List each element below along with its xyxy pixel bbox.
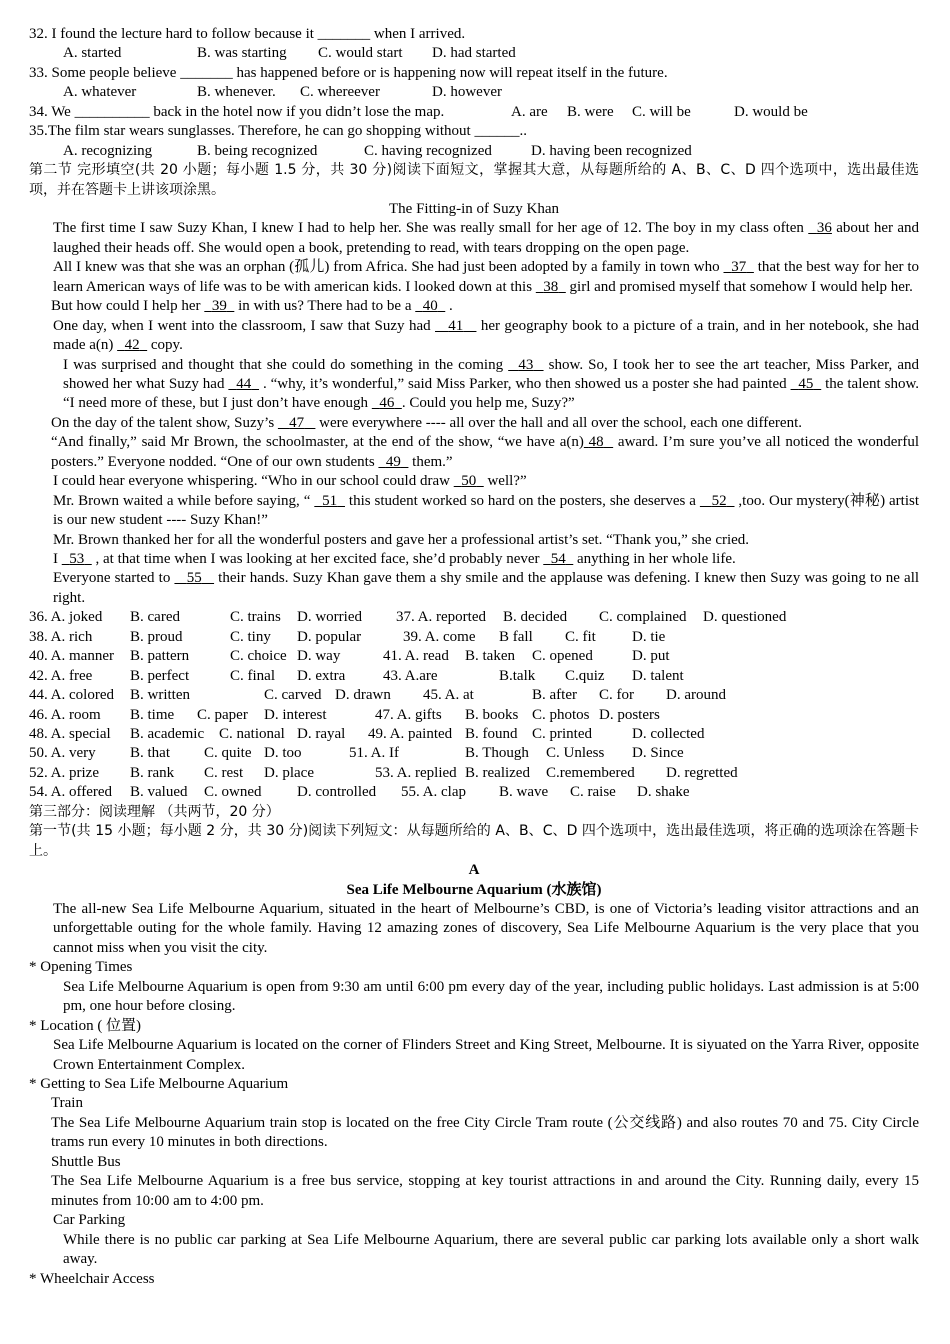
option: B. time <box>130 706 175 723</box>
blank-55: 55 <box>186 570 202 587</box>
option: B. Though <box>465 745 529 762</box>
cloze-paragraph-9: Mr. Brown waited a while before saying, “ 51 this student worked so hard on the posters, she deserves a 52 ,too. Our mystery(神秘) artist is our new student ---- Suzy Khan!” <box>53 492 919 529</box>
options-row <box>29 744 919 763</box>
option: D. tie <box>632 628 666 645</box>
blank-49: 49 <box>385 453 401 470</box>
option: D. rayal <box>297 726 346 743</box>
option: C. owned <box>204 784 262 801</box>
shuttle-bus-heading: Shuttle Bus <box>51 1153 121 1170</box>
option: 41. A. read <box>383 648 449 665</box>
blank-51: 51 <box>322 492 338 509</box>
question-34-stem: 34. We __________ back in the hotel now if you didn’t lose the map. <box>29 103 445 120</box>
options-row <box>29 667 919 686</box>
option: D. around <box>666 687 726 704</box>
blank-44: 44 <box>236 376 252 393</box>
passage-intro: The all-new Sea Life Melbourne Aquarium, situated in the heart of Melbourne’s CBD, is one of Victoria’s leading visitor attractions and an unforgettable outing for the whole family. Having 12 amazing zones of discovery, Sea Life Melbourne Aquarium is the very place that you cannot miss when you visit the city. <box>53 900 919 956</box>
opening-times-heading: * Opening Times <box>29 959 133 976</box>
blank-53: 53 <box>69 551 85 568</box>
options-row <box>29 783 919 802</box>
option: B. found <box>465 726 518 743</box>
option: B. proud <box>130 628 183 645</box>
option: D. popular <box>297 628 362 645</box>
car-parking-heading: Car Parking <box>53 1212 126 1229</box>
cloze-paragraph-1: The first time I saw Suzy Khan, I knew I had to help her. She was really small for her age of 12. The boy in my class often 36 about her and laughed their heads off. She would open a book, pretending to read, with tears dropping on the open page. <box>53 220 920 256</box>
option: A. started <box>63 45 122 62</box>
option: B. were <box>567 103 614 120</box>
option: D. interest <box>264 706 327 723</box>
option: B. pattern <box>130 648 190 665</box>
option: D. had started <box>432 45 516 62</box>
option: 48. A. special <box>29 726 111 743</box>
options-row <box>29 628 919 647</box>
options-row <box>29 608 919 627</box>
option: C. whereever <box>300 84 380 101</box>
blank-42: 42 <box>124 337 140 354</box>
option: 40. A. manner <box>29 648 114 665</box>
option: B. valued <box>130 784 188 801</box>
option: C. fit <box>565 628 596 645</box>
option: C. complained <box>599 609 687 626</box>
blank-48: 48 <box>588 434 604 451</box>
cloze-paragraph-8: I could hear everyone whispering. “Who in our school could draw 50 well?” <box>53 473 527 490</box>
cloze-paragraph-2: All I knew was that she was an orphan (孤儿) from Africa. She had just been adopted by a family in town who 37 that the best way for her to learn American ways of life was to be with american kids. I looked down at this 38 girl and promised myself that somehow I would help her. <box>53 259 920 295</box>
option: D. controlled <box>297 784 377 801</box>
opening-times-text: Sea Life Melbourne Aquarium is open from 9:30 am until 6:00 pm every day of the year, including public holidays. Last admission is at 5:00 pm, one hour before closing. <box>63 978 919 1015</box>
option: D. collected <box>632 726 705 743</box>
question-33-stem: 33. Some people believe _______ has happened before or is happening now will repeat itself in the future. <box>29 64 668 81</box>
option: B. decided <box>503 609 568 626</box>
option: C. carved <box>264 687 322 704</box>
option: C. will be <box>632 103 691 120</box>
cloze-paragraph-4: One day, when I went into the classroom, I saw that Suzy had 41 her geography book to a picture of a train, and in her notebook, she had made a(n) 42 copy. <box>53 317 920 354</box>
section2-instruction: 第二节 完形填空(共 20 小题；每小题 1.5 分，共 30 分)阅读下面短文，掌握其大意，从每题所给的 A、B、C、D 四个选项中，选出最佳选项，并在答题卡上讲该项涂黑。 <box>29 162 919 198</box>
option: 43. A.are <box>383 667 438 684</box>
option: D. Since <box>632 745 684 762</box>
option: A. recognizing <box>63 142 153 159</box>
cloze-paragraph-5: I was surprised and thought that she could do something in the coming 43 show. So, I took her to see the art teacher, Miss Parker, and showed her what Suzy had 44 . “why, it’s wonderful,” said Miss Parker, who then showed us a poster she had painted 45 the talent show. “I need more of these, but I just don’t have enough 46 . Could you help me, Suzy?” <box>63 356 920 412</box>
option: 52. A. prize <box>29 764 99 781</box>
option: B fall <box>499 628 533 645</box>
option: B. that <box>130 745 170 762</box>
option: C. having recognized <box>364 142 492 159</box>
option: C. would start <box>318 45 403 62</box>
option: C.remembered <box>546 764 635 781</box>
passage-label: A <box>468 862 480 879</box>
option: B. being recognized <box>197 142 318 159</box>
option: C. quite <box>204 745 252 762</box>
option: B. rank <box>130 764 175 781</box>
location-heading: * Location ( 位置) <box>29 1017 142 1034</box>
cloze-title: The Fitting-in of Suzy Khan <box>389 200 559 217</box>
option: B. after <box>532 687 577 704</box>
question-35-options <box>29 142 919 161</box>
option: C. trains <box>230 609 281 626</box>
option: C. tiny <box>230 628 271 645</box>
question-33-options <box>29 83 919 102</box>
getting-there-heading: * Getting to Sea Life Melbourne Aquarium <box>29 1076 289 1093</box>
part3-instruction: 第一节(共 15 小题；每小题 2 分，共 30 分)阅读下列短文：从每题所给的 A、B、C、D 四个选项中，选出最佳选项，将正确的选项涂在答题卡上。 <box>29 823 919 859</box>
cloze-options-table <box>29 608 919 802</box>
blank-47: 47 <box>289 414 305 431</box>
blank-37: 37 <box>731 259 747 276</box>
option: D. way <box>297 648 341 665</box>
blank-46: 46 <box>379 395 395 412</box>
options-row <box>29 725 919 744</box>
option: D. shake <box>637 784 690 801</box>
option: D. posters <box>599 706 660 723</box>
option: 55. A. clap <box>401 784 466 801</box>
option: 51. A. If <box>349 745 399 762</box>
question-34 <box>29 103 919 122</box>
option: D. worried <box>297 609 362 626</box>
option: C. opened <box>532 648 593 665</box>
option: C.quiz <box>565 667 605 684</box>
blank-43: 43 <box>518 356 534 373</box>
train-text: The Sea Life Melbourne Aquarium train stop is located on the free City Circle Tram route (公交线路) and also routes 70 and 75. City Circle trams run every 10 minutes in both directions. <box>51 1114 919 1151</box>
option: C. photos <box>532 706 590 723</box>
option: B. cared <box>130 609 180 626</box>
cloze-paragraph-7: “And finally,” said Mr Brown, the schoolmaster, at the end of the show, “we have a(n) 48 award. I’m sure you’ve all noticed the wonderful posters.” Everyone nodded. “One of our own students 49 them.” <box>51 434 920 470</box>
location-text: Sea Life Melbourne Aquarium is located on the corner of Flinders Street and King Street, Melbourne. It is siyuated on the Yarra River, opposite Crown Entertainment Complex. <box>53 1037 919 1073</box>
option: C. rest <box>204 764 244 781</box>
option: D. having been recognized <box>531 142 692 159</box>
option: D. drawn <box>335 687 391 704</box>
option: C. choice <box>230 648 287 665</box>
option: D. extra <box>297 667 346 684</box>
option: B. books <box>465 706 519 723</box>
option: B. whenever. <box>197 84 276 101</box>
options-row <box>29 686 919 705</box>
blank-41: 41 <box>448 317 464 334</box>
option: B. written <box>130 687 190 704</box>
question-32-stem: 32. I found the lecture hard to follow because it _______ when I arrived. <box>29 26 466 42</box>
option: A. whatever <box>63 84 137 101</box>
option: D. would be <box>734 103 808 120</box>
cloze-paragraph-12: Everyone started to 55 their hands. Suzy Khan gave them a shy smile and the applause was defening. I knew then Suzy was going to ne all right. <box>53 570 920 606</box>
option: 39. A. come <box>403 628 476 645</box>
option: B. wave <box>499 784 549 801</box>
option: B. realized <box>465 764 530 781</box>
option: C. Unless <box>546 745 605 762</box>
option: 49. A. painted <box>368 726 453 743</box>
cloze-paragraph-3: But how could I help her 39 in with us? There had to be a 40 . <box>51 298 453 315</box>
cloze-paragraph-6: On the day of the talent show, Suzy’s 47 were everywhere ---- all over the hall and all over the school, each one different. <box>51 414 802 431</box>
option: 42. A. free <box>29 667 93 684</box>
option: 53. A. replied <box>375 764 457 781</box>
blank-50: 50 <box>461 473 477 490</box>
option: 50. A. very <box>29 745 96 762</box>
option: C. final <box>230 667 275 684</box>
part3-heading: 第三部分：阅读理解 （共两节，20 分） <box>29 803 280 820</box>
blank-45: 45 <box>798 376 814 393</box>
shuttle-bus-text: The Sea Life Melbourne Aquarium is a free bus service, stopping at key tourist attractions in and around the City. Running daily, every 15 minutes from 10:00 am to 4:00 pm. <box>51 1173 919 1209</box>
option: C. raise <box>570 784 616 801</box>
option: 46. A. room <box>29 706 101 723</box>
option: 54. A. offered <box>29 784 113 801</box>
wheelchair-access-heading: * Wheelchair Access <box>29 1270 155 1287</box>
option: B. taken <box>465 648 515 665</box>
passage-title: Sea Life Melbourne Aquarium (水族馆) <box>346 881 602 898</box>
cloze-paragraph-10: Mr. Brown thanked her for all the wonderful posters and gave her a professional artist’s set. “Thank you,” she cried. <box>53 531 750 548</box>
option: D. too <box>264 745 302 762</box>
option: 36. A. joked <box>29 609 103 626</box>
cloze-paragraph-11: I 53 , at that time when I was looking at her excited face, she’d probably never 54 anything in her whole life. <box>53 551 736 568</box>
option: A. are <box>511 103 548 120</box>
blank-38: 38 <box>543 278 559 295</box>
option: C. paper <box>197 706 248 723</box>
option: C. printed <box>532 726 592 743</box>
option: C. for <box>599 687 634 704</box>
blank-54: 54 <box>550 551 566 568</box>
blank-52: 52 <box>711 492 727 509</box>
train-heading: Train <box>51 1095 83 1112</box>
option: 38. A. rich <box>29 628 93 645</box>
option: C. national <box>219 726 285 743</box>
option: D. regretted <box>666 764 738 781</box>
options-row <box>29 647 919 666</box>
option: 45. A. at <box>423 687 474 704</box>
option: B. was starting <box>197 45 287 62</box>
options-row <box>29 764 919 783</box>
blank-39: 39 <box>211 298 227 315</box>
blank-40: 40 <box>422 298 438 315</box>
blank-36: 36 <box>816 220 832 237</box>
option: 37. A. reported <box>396 609 486 626</box>
car-parking-text: While there is no public car parking at Sea Life Melbourne Aquarium, there are several public car parking lots available only a short walk away. <box>63 1231 919 1268</box>
option: D. put <box>632 648 670 665</box>
option: D. place <box>264 764 314 781</box>
question-32-options <box>29 44 919 63</box>
option: B.talk <box>499 667 536 684</box>
option: D. questioned <box>703 609 787 626</box>
options-row <box>29 706 919 725</box>
option: D. talent <box>632 667 684 684</box>
option: 44. A. colored <box>29 687 114 704</box>
question-35-stem: 35.The film star wears sunglasses. Therefore, he can go shopping without ______.. <box>29 123 527 140</box>
option: B. perfect <box>130 667 190 684</box>
option: B. academic <box>130 726 205 743</box>
option: 47. A. gifts <box>375 706 442 723</box>
option: D. however <box>432 84 502 101</box>
exam-page <box>29 25 919 1289</box>
